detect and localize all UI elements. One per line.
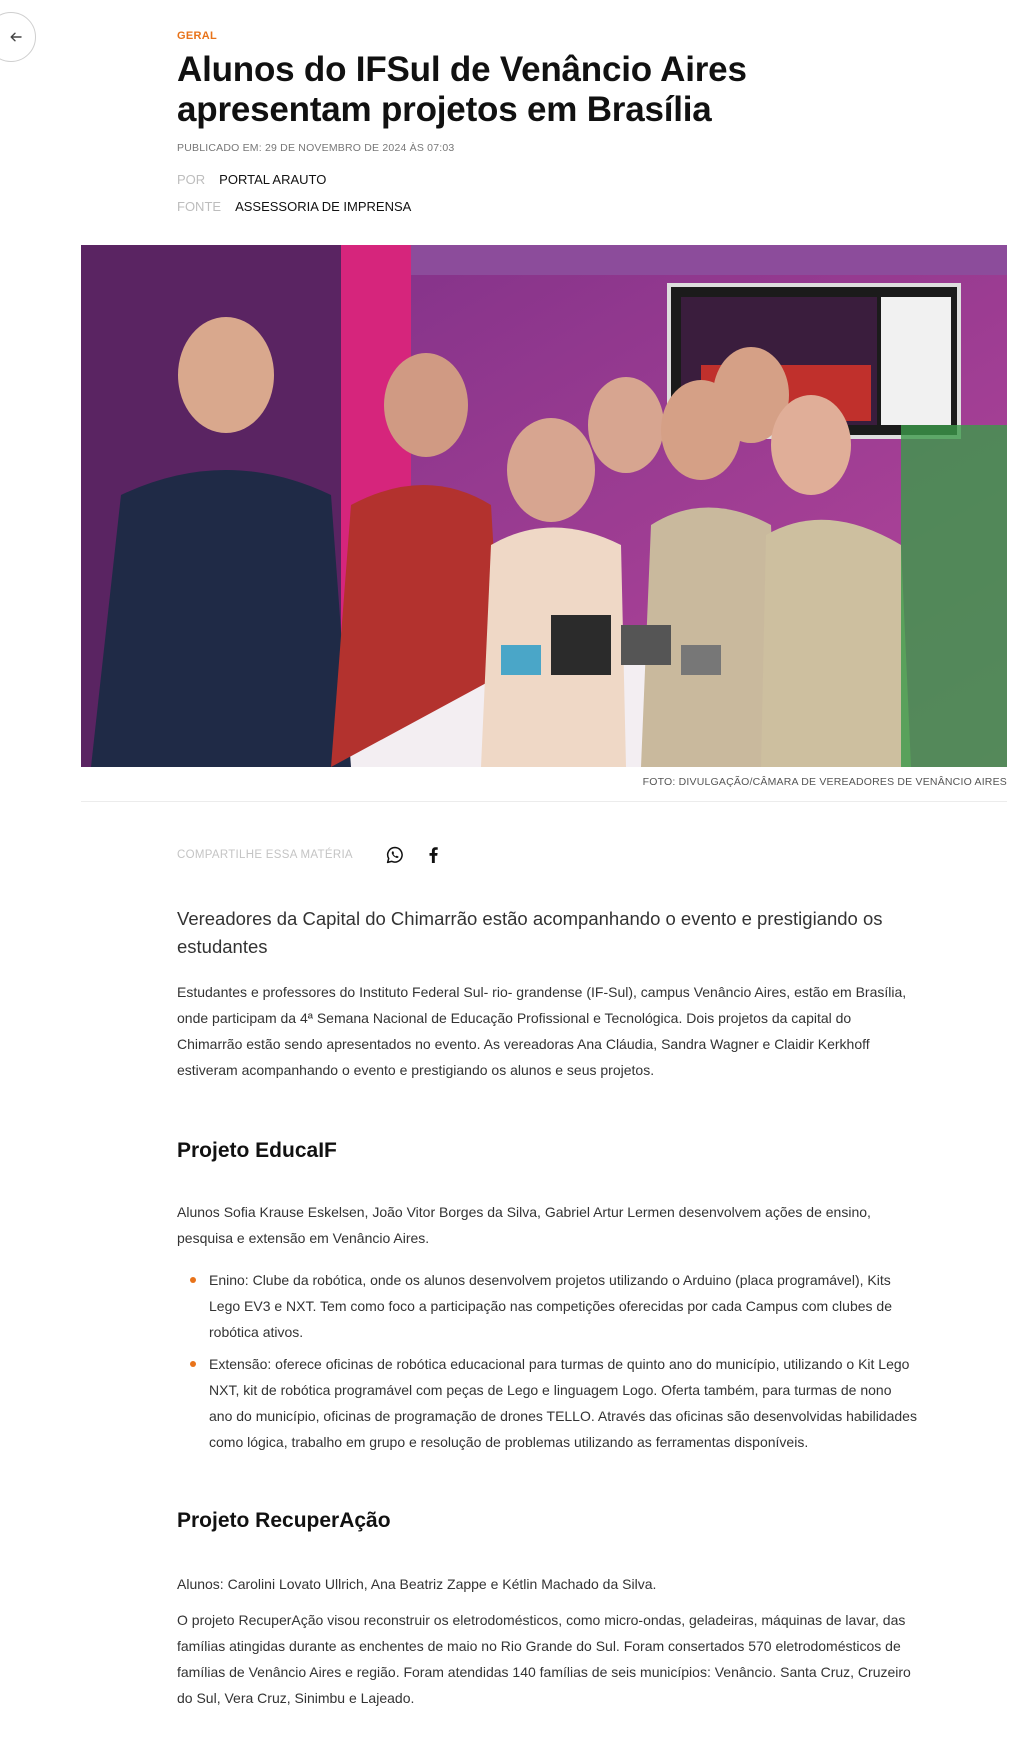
publish-date: PUBLICADO EM: 29 DE NOVEMBRO DE 2024 ÀS 07:03 xyxy=(177,142,455,154)
article-title: Alunos do IFSul de Venâncio Aires apresentam projetos em Brasília xyxy=(177,50,747,129)
share-label: COMPARTILHE ESSA MATÉRIA xyxy=(177,849,353,861)
recuperacao-paragraph: O projeto RecuperAção visou reconstruir os eletrodomésticos, como micro-ondas, geladeiras, máquinas de lavar, das famílias atingidas durante as enchentes de maio no Rio Grande do Sul. Foram consertados 570 eletrodomésticos de famílias de Venâncio Aires e região. Foram atendidas 140 famílias de seis municípios: Venâncio. Santa Cruz, Cruzeiro do Sul, Vera Cruz, Sinimbu e Lajeado. xyxy=(177,1612,911,1706)
list-item xyxy=(177,1351,917,1455)
educaif-bullets xyxy=(177,1267,917,1455)
intro-paragraph: Estudantes e professores do Instituto Federal Sul- rio- grandense (IF-Sul), campus Venâncio Aires, estão em Brasília, onde participam da 4ª Semana Nacional de Educação Profissional e Tecnológica. Dois projetos da capital do Chimarrão estão sendo apresentados no evento. As vereadoras Ana Cláudia, Sandra Wagner e Claidir Kerkhoff estiveram acompanhando o evento e prestigiando os alunos e seus projetos. xyxy=(177,984,907,1078)
facebook-icon[interactable] xyxy=(421,843,445,867)
list-item-text: Extensão: oferece oficinas de robótica educacional para turmas de quinto ano do município, utilizando o Kit Lego NXT, kit de robótica programável com peças de Lego e linguagem Logo. Oferta também, para turmas de nono ano do município, oficinas de programação de drones TELLO. Através das oficinas são desenvolvidas habilidades como lógica, trabalho em grupo e resolução de problemas utilizando as ferramentas disponíveis. xyxy=(209,1356,917,1450)
article-body xyxy=(177,905,917,1711)
share-bar xyxy=(177,843,459,867)
section-title-recuperacao: Projeto RecuperAção xyxy=(177,1509,391,1532)
section-title-educaif: Projeto EducaIF xyxy=(177,1139,337,1162)
bullet-dot-icon xyxy=(190,1361,196,1367)
back-button[interactable] xyxy=(0,12,36,62)
source-row xyxy=(177,199,917,214)
author-name: PORTAL ARAUTO xyxy=(219,172,327,187)
source-name: ASSESSORIA DE IMPRENSA xyxy=(235,199,412,214)
educaif-paragraph: Alunos Sofia Krause Eskelsen, João Vitor Borges da Silva, Gabriel Artur Lermen desenvolvem ações de ensino, pesquisa e extensão em Venâncio Aires. xyxy=(177,1204,871,1246)
author-row xyxy=(177,172,917,187)
list-item-text: Enino: Clube da robótica, onde os alunos desenvolvem projetos utilizando o Arduino (placa programável), Kits Lego EV3 e NXT. Tem como foco a participação nas competições oferecidas por cada Campus com clubes de robótica ativos. xyxy=(209,1272,892,1340)
article-lead: Vereadores da Capital do Chimarrão estão acompanhando o evento e prestigiando os estudantes xyxy=(177,908,883,957)
divider xyxy=(81,801,1007,802)
bullet-dot-icon xyxy=(190,1277,196,1283)
photo-caption: FOTO: DIVULGAÇÃO/CÂMARA DE VEREADORES DE VENÂNCIO AIRES xyxy=(642,776,1007,788)
author-label: POR xyxy=(177,172,206,187)
article-header xyxy=(177,30,917,214)
recuperacao-students: Alunos: Carolini Lovato Ullrich, Ana Beatriz Zappe e Kétlin Machado da Silva. xyxy=(177,1576,657,1592)
category-tag[interactable]: GERAL xyxy=(177,30,217,42)
list-item xyxy=(177,1267,917,1345)
hero-photo xyxy=(81,245,1007,767)
whatsapp-icon[interactable] xyxy=(383,843,407,867)
arrow-left-icon xyxy=(10,31,22,43)
source-label: FONTE xyxy=(177,199,222,214)
